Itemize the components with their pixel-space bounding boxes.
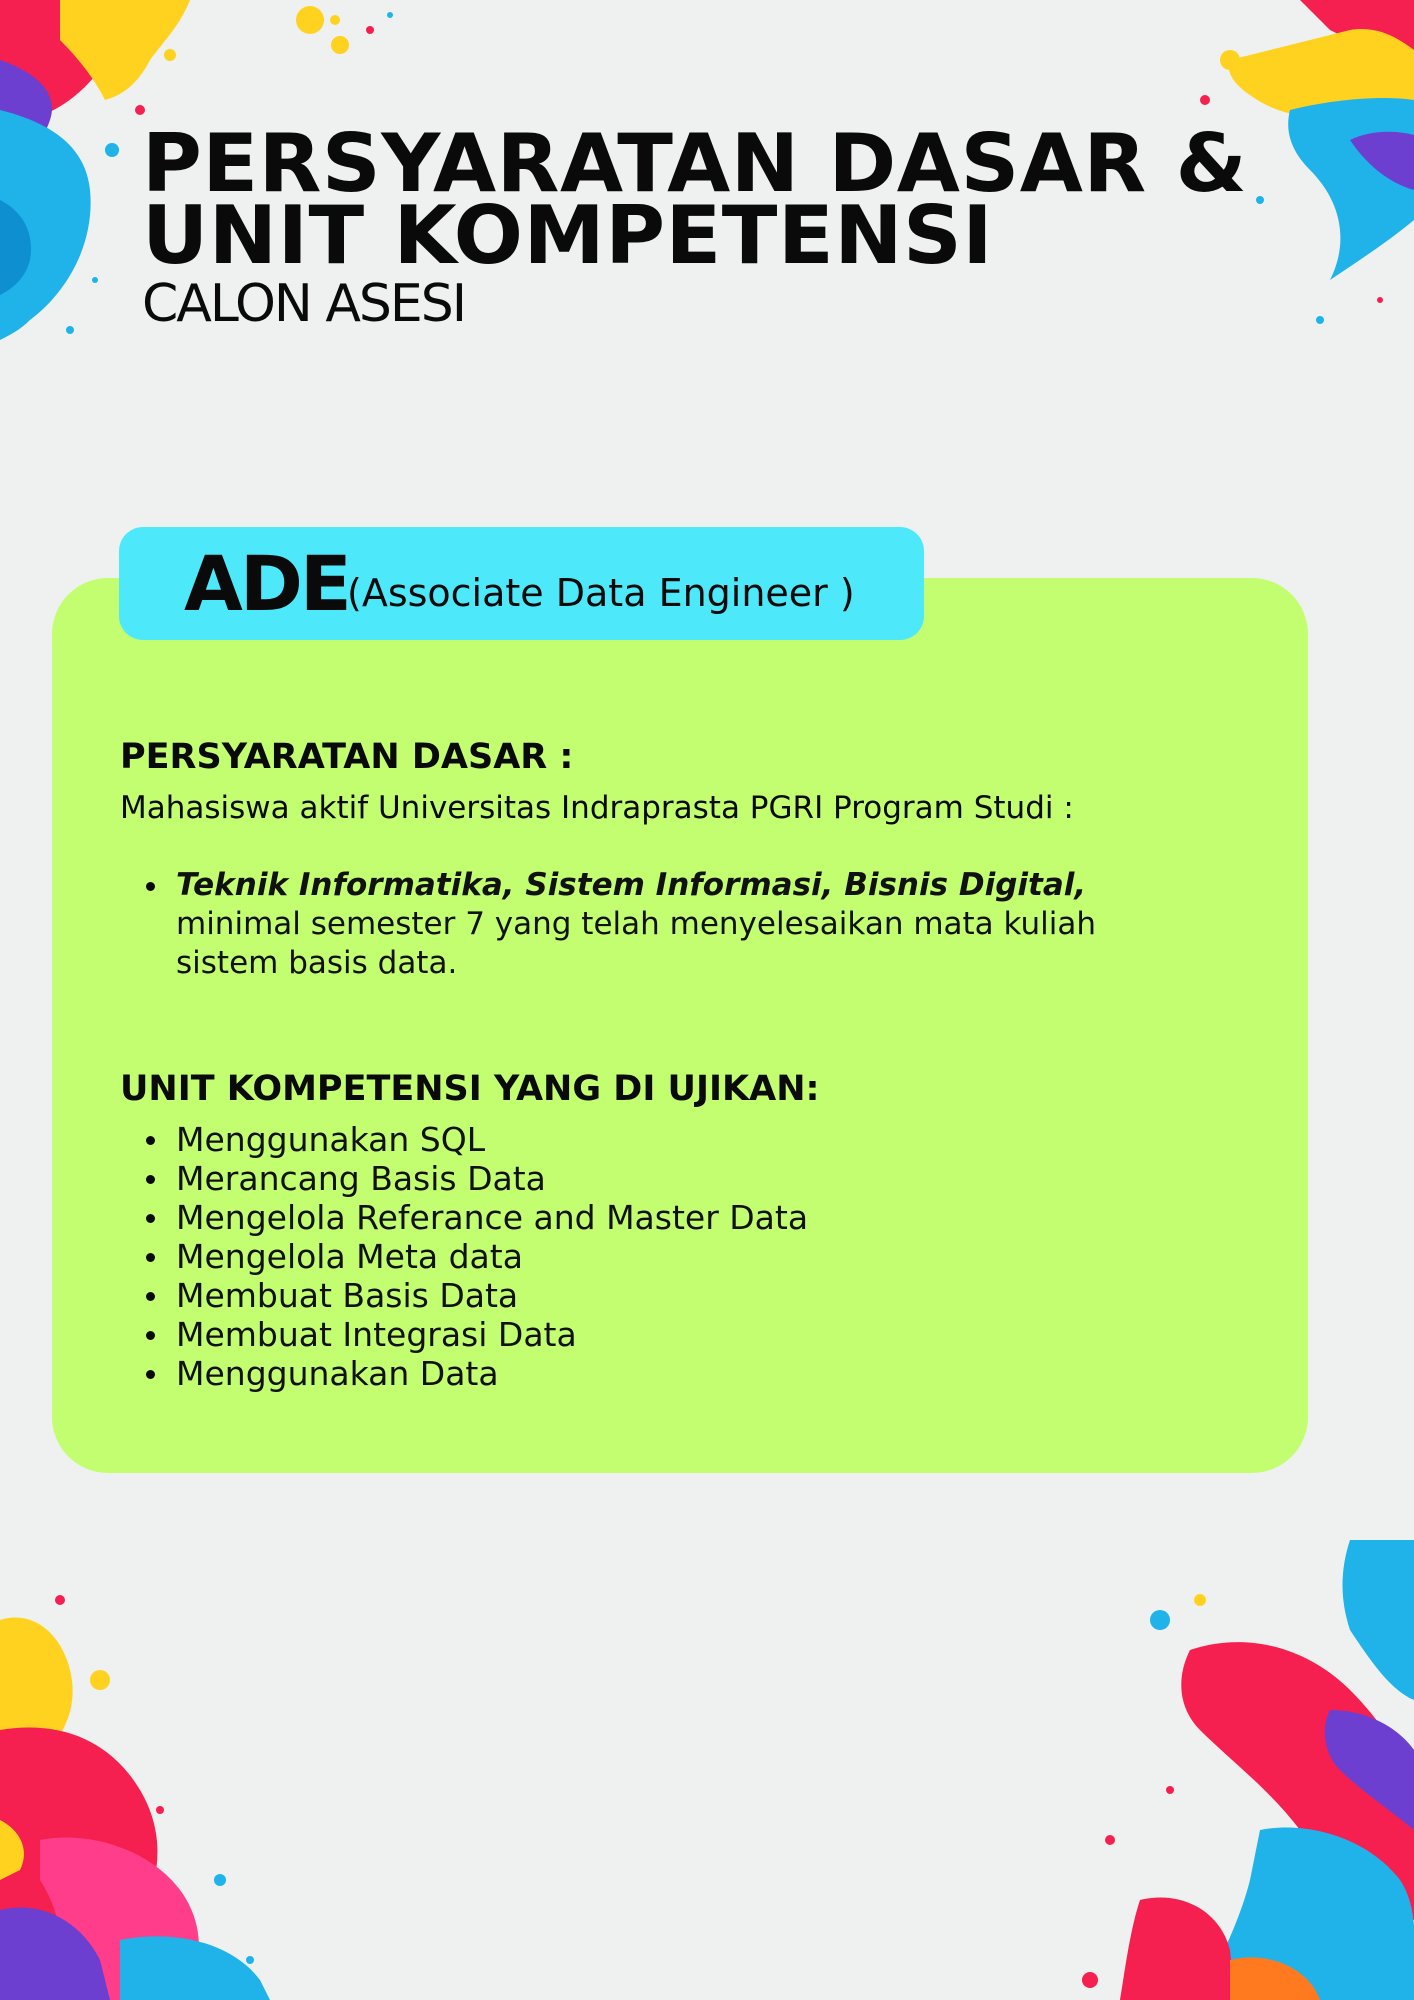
competency-units-heading: UNIT KOMPETENSI YANG DI UJIKAN: [120, 1069, 820, 1109]
list-item [120, 1237, 1120, 1276]
competency-unit: Merancang Basis Data [176, 1159, 546, 1198]
scheme-full-name: (Associate Data Engineer ) [347, 571, 855, 615]
requirement-condition-line-1: minimal semester 7 yang telah menyelesaikan mata kuliah [176, 906, 1097, 942]
list-item [120, 1276, 1120, 1315]
basic-requirements-intro: Mahasiswa aktif Universitas Indraprasta PGRI Program Studi : [120, 790, 1074, 826]
bullet-icon [146, 1253, 155, 1262]
list-item [120, 866, 1180, 983]
bullet-icon [146, 1175, 155, 1184]
competency-unit: Mengelola Meta data [176, 1237, 523, 1276]
list-item [120, 1198, 1120, 1237]
competency-unit: Membuat Integrasi Data [176, 1315, 577, 1354]
page-title-line-2: UNIT KOMPETENSI [142, 189, 994, 282]
competency-unit: Menggunakan SQL [176, 1120, 486, 1159]
study-program-names: Teknik Informatika, Sistem Informasi, Bisnis Digital, [176, 867, 1087, 903]
paint-splash-top-center [280, 0, 420, 80]
requirement-condition-line-2: sistem basis data. [176, 945, 458, 981]
list-item [120, 1315, 1120, 1354]
bullet-icon [146, 1292, 155, 1301]
competency-unit: Mengelola Referance and Master Data [176, 1198, 809, 1237]
scheme-code: ADE [184, 539, 349, 628]
paint-splash-bottom-left [0, 1580, 320, 2000]
competency-unit: Membuat Basis Data [176, 1276, 519, 1315]
competency-unit: Menggunakan Data [176, 1354, 499, 1393]
bullet-icon [146, 1214, 155, 1223]
study-program-list [120, 866, 1180, 983]
bullet-icon [146, 1331, 155, 1340]
bullet-icon [146, 1136, 155, 1145]
bullet-icon [146, 1370, 155, 1379]
page-header [142, 117, 1248, 334]
basic-requirements-heading: PERSYARATAN DASAR : [120, 737, 574, 777]
list-item [120, 1354, 1120, 1393]
page-subtitle: CALON ASESI [142, 274, 466, 334]
competency-unit-list [120, 1120, 1120, 1393]
scheme-tab [119, 527, 924, 640]
list-item [120, 1120, 1120, 1159]
list-item [120, 1159, 1120, 1198]
page-title-line-1: PERSYARATAN DASAR & [142, 117, 1248, 210]
paint-splash-bottom-right [1050, 1540, 1414, 2000]
bullet-icon [146, 882, 155, 891]
